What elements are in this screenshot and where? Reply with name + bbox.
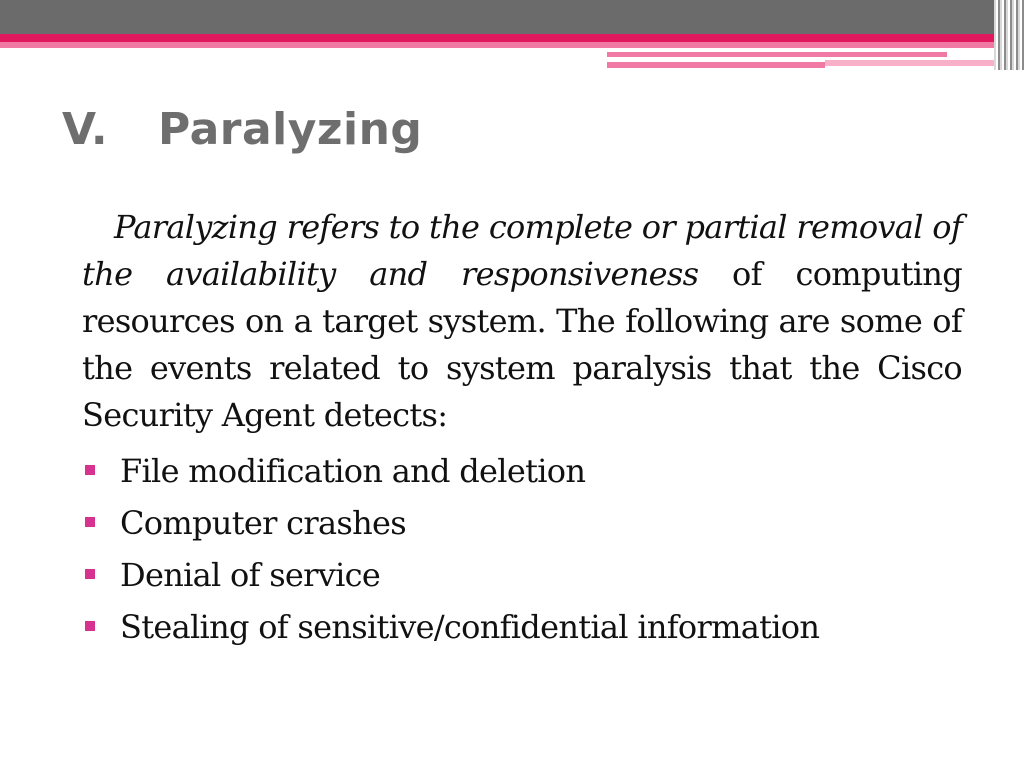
slide-title bbox=[62, 104, 422, 155]
bullet-item bbox=[82, 601, 962, 653]
intro-paragraph bbox=[82, 204, 962, 439]
title-number: V. bbox=[62, 104, 109, 155]
bullet-text: Denial of service bbox=[120, 556, 381, 594]
header-stub-stripe-end bbox=[825, 60, 995, 66]
bullet-item bbox=[82, 445, 962, 497]
square-bullet-icon bbox=[85, 621, 95, 631]
intro-regular-text: of computing resources on a target system. The following are some of the events related to system paralysis that the Cisco Security Agent detects: bbox=[82, 255, 962, 434]
header-stub-stripe-top bbox=[607, 52, 947, 57]
slide-body bbox=[82, 204, 962, 653]
square-bullet-icon bbox=[85, 517, 95, 527]
header-pink-bar bbox=[0, 34, 1000, 42]
header-stub-stripe-bottom bbox=[607, 62, 825, 68]
square-bullet-icon bbox=[85, 569, 95, 579]
bullet-list bbox=[82, 445, 962, 653]
header-edge-stripes bbox=[994, 0, 1024, 70]
bullet-text: Stealing of sensitive/confidential information bbox=[120, 608, 820, 646]
bullet-item bbox=[82, 549, 962, 601]
bullet-item bbox=[82, 497, 962, 549]
title-text: Paralyzing bbox=[158, 104, 423, 155]
bullet-text: Computer crashes bbox=[120, 504, 406, 542]
intro-italic-text: Paralyzing refers to the complete or partial removal of the availability and responsiveness bbox=[82, 208, 962, 293]
square-bullet-icon bbox=[85, 465, 95, 475]
bullet-text: File modification and deletion bbox=[120, 452, 586, 490]
header-gray-bar bbox=[0, 0, 1024, 34]
